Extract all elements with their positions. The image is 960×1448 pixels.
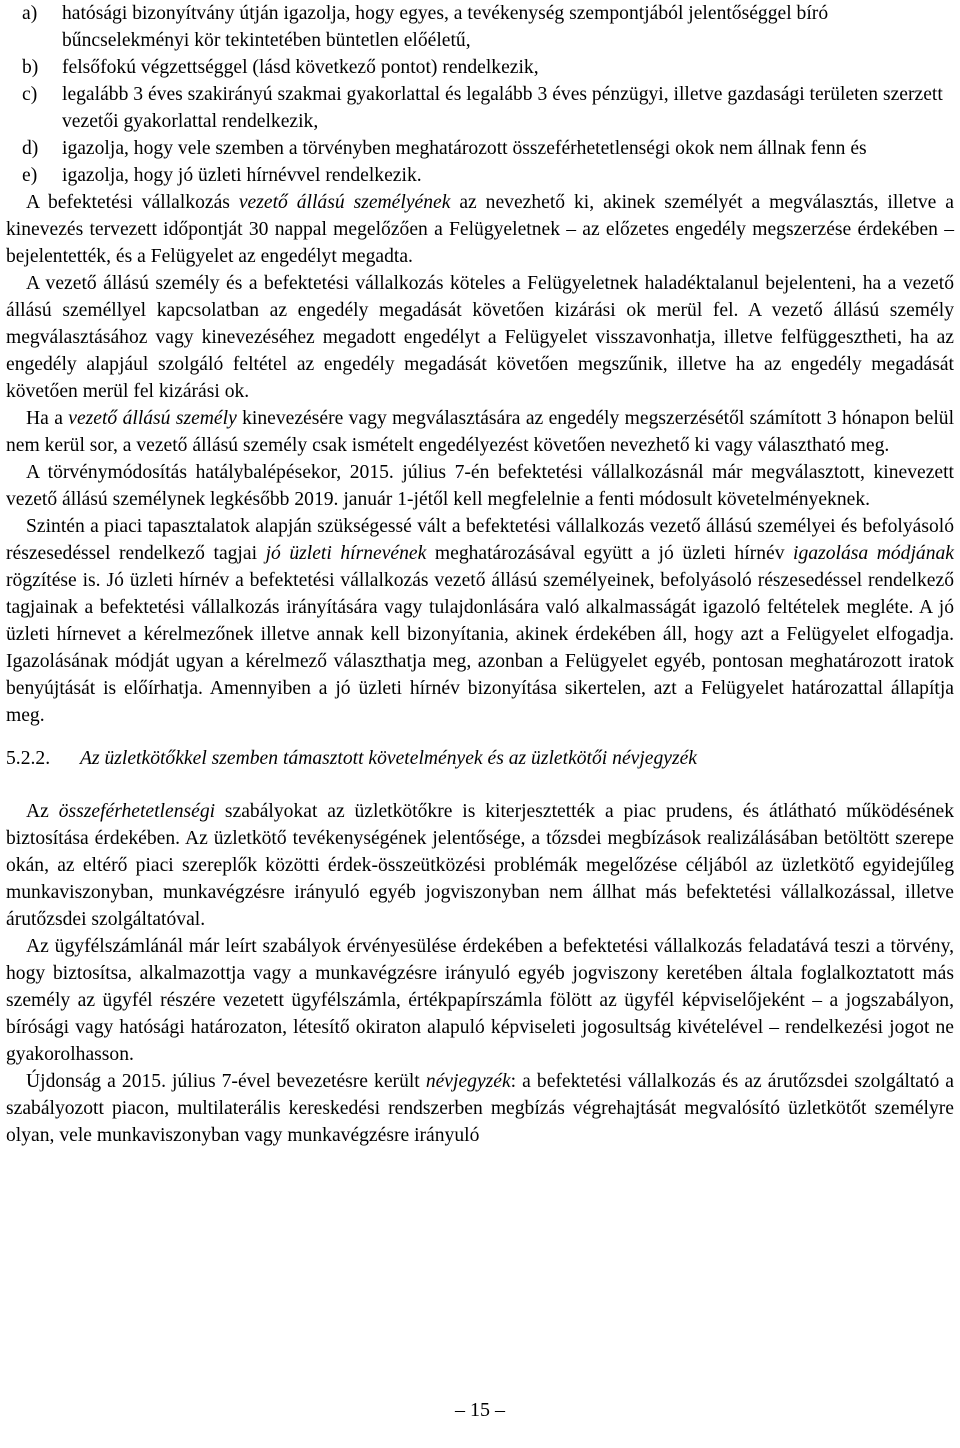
text-run: : a befektetési vállalkozás és az árutőzsdei szolgáltató a szabályozott piacon, multilaterális kereskedési rendszerben megbízás végrehajtását megvalósító üzletkötőt személyre olyan, vele munkaviszonyban vagy munkavégzésre irányuló (6, 1071, 954, 1146)
list-item-text: igazolja, hogy vele szemben a törvényben meghatározott összeférhetetlenségi okok nem állnak fenn és (62, 138, 867, 159)
paragraph: A törvénymódosítás hatálybalépésekor, 2015. július 7-én befektetési vállalkozásnál már megválasztott, kinevezett vezető állású személynek legkésőbb 2019. január 1-jétől kell megfelelnie a fenti módosult követelményeknek. (6, 462, 954, 510)
emphasis: jó üzleti hírnevének (265, 543, 427, 564)
section-heading (0, 745, 960, 772)
list-item (0, 135, 960, 162)
emphasis: igazolása módjának (793, 543, 954, 564)
emphasis: vezető állású személyének (238, 192, 451, 213)
text-run: Újdonság a 2015. július 7-ével bevezetésre került (26, 1071, 426, 1092)
list-marker: b) (22, 57, 39, 78)
list-marker: c) (22, 84, 38, 105)
list-item-text: igazolja, hogy jó üzleti hírnévvel rendelkezik. (62, 165, 422, 186)
list-item (0, 81, 960, 135)
emphasis: vezető állású személy (68, 408, 237, 429)
list-marker: a) (22, 3, 38, 24)
text-run: az nevezhető ki, akinek személyét a megválasztás, illetve a kinevezés tervezett időpontját 30 nappal megelőzően a Felügyeletnek – az előzetes engedély megszerzése érdekében – bejelentették, és a Felügyelet az engedélyt megadta. (6, 192, 954, 267)
text-run: A befektetési vállalkozás (26, 192, 239, 213)
paragraph (0, 1068, 960, 1149)
paragraph (0, 513, 960, 729)
text-run: meghatározásával együtt a jó üzleti hírnév (426, 543, 794, 564)
emphasis: névjegyzék (425, 1071, 511, 1092)
paragraph (0, 189, 960, 270)
list-item-text: hatósági bizonyítvány útján igazolja, hogy egyes, a tevékenység szempontjából jelentőséggel bíró bűncselekményi kör tekintetében büntetlen előéletű, (62, 3, 829, 51)
emphasis: összeférhetetlenségi (58, 801, 216, 822)
page-number: – 15 – (455, 1399, 505, 1421)
list-item (0, 54, 960, 81)
list-item-text: legalább 3 éves szakirányú szakmai gyakorlattal és legalább 3 éves pénzügyi, illetve gazdasági területen szerzett vezetői gyakorlattal rendelkezik, (62, 84, 943, 132)
paragraph: Az ügyfélszámlánál már leírt szabályok érvényesülése érdekében a befektetési vállalkozás feladatává teszi a törvény, hogy biztosítsa, alkalmazottja vagy a munkavégzésre irányuló egyéb jogviszony keretében általa foglalkoztatott más személy az ügyfél részére vezetett ügyfélszámla, értékpapírszámla fölött az ügyfél képviselőjeként – a jogszabályon, bírósági vagy hatósági határozaton, létesítő okiraton alapuló képviseleti jogosultság kivételével – rendelkezési jogot ne gyakorolhasson. (6, 936, 954, 1065)
list-item (0, 0, 960, 54)
paragraph: A vezető állású személy és a befektetési vállalkozás köteles a Felügyeletnek haladéktalanul bejelenteni, ha a vezető állású személlyel kapcsolatban az engedély megadását követően kizárási ok merül fel. A vezető állású személy megválasztásához vagy kinevezéséhez megadott engedélyt a Felügyelet visszavonhatja, illetve felfüggesztheti, ha az engedély alapjául szolgáló feltétel az engedély megadását követően megszűnik, illetve ha az engedély megadását követően merül fel kizárási ok. (6, 273, 954, 402)
requirements-list (0, 0, 960, 189)
list-item-text: felsőfokú végzettséggel (lásd következő pontot) rendelkezik, (62, 57, 539, 78)
text-run: rögzítése is. Jó üzleti hírnév a befektetési vállalkozás vezető állású személyeinek, befolyásoló részesedéssel rendelkező tagjainak a befektetési vállalkozás irányítására vagy tulajdonlására való alkalmasságát igazoló feltételek megléte. A jó üzleti hírnevet a kérelmezőnek illetve annak kell bizonyítania, akinek érdekében áll, hogy azt a Felügyelet elfogadja. Igazolásának módját ugyan a kérelmező választhatja meg, azonban a Felügyelet egyéb, pontosan meghatározott iratok benyújtását is előírhatja. Amennyiben a jó üzleti hírnév bizonyítása sikertelen, azt a Felügyelet határozattal állapítja meg. (6, 570, 954, 726)
spacer (0, 772, 960, 798)
text-run: kinevezésére vagy megválasztására az engedély megszerzésétől számított 3 hónapon belül nem kerül sor, a vezető állású személy csak ismételt engedélyezést követően nevezhető ki vagy választható meg. (6, 408, 955, 456)
text-run: szabályokat az üzletkötőkre is kiterjesztették a piac prudens, és átlátható működésének biztosítása érdekében. Az üzletkötő tevékenységének jelentősége, a tőzsdei megbízások realizálásában betöltött szerepe okán, az eltérő piaci szereplők közötti érdek-összeütközési problémák megelőzése céljából az üzletkötő egyidejűleg munkaviszonyban, munkavégzésre irányuló egyéb jogviszonyban nem állhat más befektetési vállalkozással, illetve árutőzsdei szolgáltatóval. (6, 801, 954, 930)
section-number: 5.2.2. (6, 748, 51, 769)
paragraph (0, 798, 960, 933)
section-title: Az üzletkötőkkel szemben támasztott követelmények és az üzletkötői névjegyzék (80, 748, 697, 769)
text-run: Az (26, 801, 59, 822)
text-run: Ha a (26, 408, 69, 429)
list-marker: e) (22, 165, 38, 186)
text-run: Szintén a piaci tapasztalatok alapján szükségessé vált a befektetési vállalkozás vezető állású személyei és befolyásoló részesedéssel rendelkező tagjai (6, 516, 954, 564)
list-marker: d) (22, 138, 39, 159)
list-item (0, 162, 960, 189)
paragraph (0, 405, 960, 459)
